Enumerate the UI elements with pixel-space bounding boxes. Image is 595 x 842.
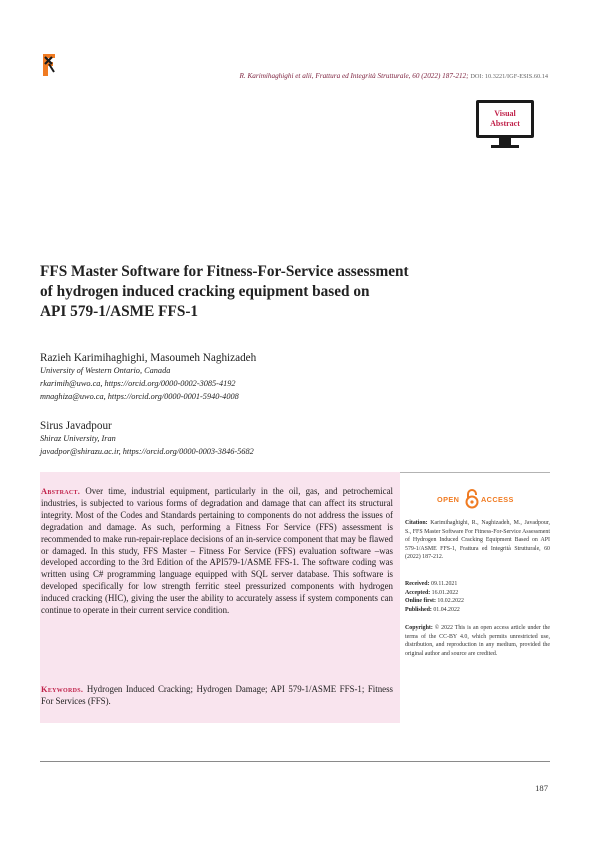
author-group-2: Sirus Javadpour <box>40 420 112 432</box>
keywords <box>41 684 393 708</box>
abstract-heading: Abstract. <box>41 487 81 496</box>
journal-logo-icon <box>40 52 58 78</box>
accepted-label: Accepted: <box>405 589 431 596</box>
citation-block <box>405 519 550 562</box>
monitor-icon <box>476 100 534 138</box>
published-label: Published: <box>405 606 432 613</box>
online-date: 10.02.2022 <box>435 598 464 605</box>
visual-abstract-line1: Visual <box>494 109 516 118</box>
author-email-3[interactable]: javadpor@shirazu.ac.ir, https://orcid.org/0000-0003-3846-5682 <box>40 447 254 456</box>
title-line-3: API 579-1/ASME FFS-1 <box>40 303 199 320</box>
author-email-1[interactable]: rkarimih@uwo.ca, https://orcid.org/0000-0002-3085-4192 <box>40 379 236 388</box>
keywords-text: Hydrogen Induced Cracking; Hydrogen Damage; API 579-1/ASME FFS-1; Fitness For Services (FFS). <box>41 684 393 706</box>
online-label: Online first: <box>405 598 436 605</box>
copyright-label: Copyright: <box>405 625 433 631</box>
visual-abstract-button[interactable] <box>476 100 534 152</box>
visual-abstract-line2: Abstract <box>490 119 520 128</box>
paper-title <box>40 262 470 322</box>
open-access-right: ACCESS <box>481 495 514 504</box>
copyright-block <box>405 624 550 658</box>
title-line-1: FFS Master Software for Fitness-For-Service assessment <box>40 263 409 280</box>
citation-text: Karimihaghighi, R., Naghizadeh, M., Javadpour, S., FFS Master Software For Fitness-For-Service Assessment of Hydrogen Induced Cracking Equipment Based on API 579-1/ASME FFS-1, Frattura ed Integrità Strutturale, 60 (2022) 187-212. <box>405 520 550 561</box>
published-date: 01.04.2022 <box>431 606 460 613</box>
received-label: Received: <box>405 581 430 587</box>
running-head <box>150 72 548 80</box>
monitor-stand <box>499 138 511 145</box>
affiliation-2: Shiraz University, Iran <box>40 434 116 443</box>
monitor-base <box>491 145 519 148</box>
title-line-2: of hydrogen induced cracking equipment based on <box>40 283 370 300</box>
abstract <box>41 486 393 617</box>
affiliation-1: University of Western Ontario, Canada <box>40 366 171 375</box>
dates-block <box>405 580 550 614</box>
copyright-text: © 2022 This is an open access article under the terms of the CC-BY 4.0, which permits unrestricted use, distribution, and reproduction in any medium, provided the original author and source are credited. <box>405 625 550 657</box>
citation-label: Citation: <box>405 520 428 526</box>
keywords-heading: Keywords. <box>41 685 84 694</box>
running-head-doi: DOI: 10.3221/IGF-ESIS.60.14 <box>470 73 548 80</box>
accepted-date: 16.01.2022 <box>430 589 459 596</box>
abstract-text: Over time, industrial equipment, particularly in the oil, gas, and petrochemical industries, is subjected to various forms of degradation and damage that can affect its structural integrity. Most of the Codes and Standards pertaining to components do not address the issues of degradation and damage. As such, performing a Fitness For Service (FFS) assessment is recommended to make run-repair-replace decisions of an in-service component that may be flawed or damaged. In this study, FFS Master – Fitness For Service (FFS) evaluation software –was developed according to the 3rd Edition of the API579-1/ASME FFS-1. The software coding was written using C# programming language equipped with SQL server database. This software is developed specifically for low strength ferritic steel pressurized components with hydrogen induced cracking (HIC), giving the user the ability to accurately assess if system components can continue to operate in their current service condition. <box>41 486 393 616</box>
page-number: 187 <box>535 783 548 793</box>
author-email-2[interactable]: mnaghiza@uwo.ca, https://orcid.org/0000-0001-5940-4008 <box>40 392 239 401</box>
open-lock-icon <box>465 489 479 509</box>
running-head-citation: R. Karimihaghighi et alii, Frattura ed Integrità Strutturale, 60 (2022) 187-212; <box>239 72 469 80</box>
open-access-badge[interactable] <box>432 489 522 511</box>
author-group-1: Razieh Karimihaghighi, Masoumeh Naghizadeh <box>40 352 257 364</box>
open-access-left: OPEN <box>437 495 460 504</box>
received-date: 09.11.2021 <box>429 581 458 587</box>
bottom-divider <box>40 761 550 762</box>
